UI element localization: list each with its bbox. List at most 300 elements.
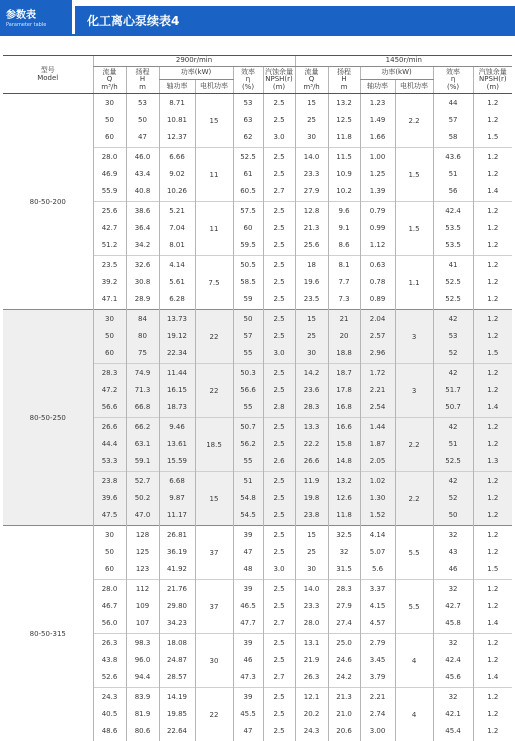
efficiency-1450-cell: 45.4 xyxy=(433,722,473,739)
flow-cell: 30 xyxy=(93,526,126,544)
head-1450-cell: 16.6 xyxy=(328,418,360,436)
motor-power-cell: 37 xyxy=(195,580,233,634)
flow-1450-cell: 23.3 xyxy=(295,597,328,614)
head-label: 扬程 xyxy=(337,68,351,76)
shaft-power-1450-cell: 0.78 xyxy=(360,273,395,290)
shaft-power-cell: 6.28 xyxy=(159,290,195,307)
flow-1450-cell: 14.0 xyxy=(295,580,328,598)
head-symbol: H xyxy=(140,75,145,83)
npsh-cell: 2.5 xyxy=(263,202,295,220)
shaft-power-cell: 13.73 xyxy=(159,310,195,328)
head-1450-cell: 8.6 xyxy=(328,236,360,253)
efficiency-1450-cell: 58 xyxy=(433,128,473,145)
efficiency-1450-cell: 52.5 xyxy=(433,290,473,307)
section-title: 参数表 xyxy=(6,6,36,21)
shaft-power-cell: 16.15 xyxy=(159,381,195,398)
flow-cell: 53.3 xyxy=(93,452,126,469)
flow-1450-cell: 14.2 xyxy=(295,364,328,382)
shaft-power-cell: 36.19 xyxy=(159,543,195,560)
shaft-power-cell: 18.73 xyxy=(159,398,195,415)
npsh-header xyxy=(263,67,295,94)
efficiency-1450-cell: 44 xyxy=(433,94,473,112)
head-1450-cell: 12.6 xyxy=(328,489,360,506)
flow-label: 流量 xyxy=(103,68,117,76)
flow-cell: 26.3 xyxy=(93,634,126,652)
npsh-1450-cell: 1.2 xyxy=(473,506,512,523)
motor-power-cell: 15 xyxy=(195,94,233,148)
eff-unit: (%) xyxy=(242,83,254,91)
flow-1450-cell: 24.3 xyxy=(295,722,328,739)
motor-power-cell: 18.5 xyxy=(195,418,233,472)
efficiency-1450-cell: 46 xyxy=(433,560,473,577)
flow-1450-cell: 13.3 xyxy=(295,418,328,436)
efficiency-1450-cell: 56 xyxy=(433,182,473,199)
efficiency-1450-cell: 50.7 xyxy=(433,398,473,415)
head-cell: 63.1 xyxy=(126,435,159,452)
head-cell: 123 xyxy=(126,560,159,577)
npsh-cell: 2.5 xyxy=(263,364,295,382)
npsh-1450-cell: 1.2 xyxy=(473,472,512,490)
flow-cell: 23.8 xyxy=(93,472,126,490)
motor-power-cell: 22 xyxy=(195,364,233,418)
efficiency-1450-cell: 42 xyxy=(433,364,473,382)
shaft-power-1450-cell: 3.45 xyxy=(360,651,395,668)
shaft-power-1450-cell: 1.00 xyxy=(360,148,395,166)
flow-cell: 40.5 xyxy=(93,705,126,722)
flow-1450-cell: 25 xyxy=(295,111,328,128)
head-cell: 47 xyxy=(126,128,159,145)
npsh-1450-cell: 1.2 xyxy=(473,111,512,128)
head-cell: 46.0 xyxy=(126,148,159,166)
head-1450-cell: 12.5 xyxy=(328,111,360,128)
npsh-1450-cell: 1.2 xyxy=(473,290,512,307)
shaft-power-1450-cell: 1.02 xyxy=(360,472,395,490)
shaft-power-1450-cell: 2.04 xyxy=(360,310,395,328)
npsh-cell: 2.5 xyxy=(263,597,295,614)
motor-power-1450-cell: 1.1 xyxy=(395,256,433,310)
shaft-power-cell: 28.57 xyxy=(159,668,195,685)
shaft-power-1450-cell: 4.14 xyxy=(360,526,395,544)
shaft-power-1450-cell: 5.07 xyxy=(360,543,395,560)
npsh-cell: 2.5 xyxy=(263,543,295,560)
flow-1450-cell: 15 xyxy=(295,94,328,112)
efficiency-1450-cell: 45.6 xyxy=(433,668,473,685)
shaft-power-cell: 8.71 xyxy=(159,94,195,112)
flow-cell: 60 xyxy=(93,344,126,361)
npsh-1450-cell: 1.2 xyxy=(473,418,512,436)
head-cell: 94.4 xyxy=(126,668,159,685)
flow-1450-cell: 14.0 xyxy=(295,148,328,166)
head-cell: 28.9 xyxy=(126,290,159,307)
npsh-cell: 2.5 xyxy=(263,273,295,290)
npsh-1450-cell: 1.2 xyxy=(473,310,512,328)
flow-cell: 30 xyxy=(93,310,126,328)
shaft-power-1450-cell: 3.79 xyxy=(360,668,395,685)
head-cell: 74.9 xyxy=(126,364,159,382)
npsh-1450-cell: 1.4 xyxy=(473,182,512,199)
npsh-1450-cell: 1.2 xyxy=(473,381,512,398)
flow-1450-cell: 22.2 xyxy=(295,435,328,452)
efficiency-1450-cell: 52.5 xyxy=(433,452,473,469)
table-row xyxy=(3,94,512,112)
shaft-power-cell: 22.64 xyxy=(159,722,195,739)
npsh-1450-cell: 1.4 xyxy=(473,614,512,631)
head-1450-cell: 31.5 xyxy=(328,560,360,577)
flow-1450-cell: 25 xyxy=(295,327,328,344)
motor-power-1450-cell: 2.2 xyxy=(395,94,433,148)
head-cell: 75 xyxy=(126,344,159,361)
shaft-power-1450-cell: 0.63 xyxy=(360,256,395,274)
head-cell: 109 xyxy=(126,597,159,614)
shaft-power-1450-cell: 5.6 xyxy=(360,560,395,577)
shaft-power-cell: 5.61 xyxy=(159,273,195,290)
head-1450-cell: 18.8 xyxy=(328,344,360,361)
model-cell: 80-50-315 xyxy=(3,526,93,741)
npsh-cell: 2.5 xyxy=(263,472,295,490)
flow-cell: 60 xyxy=(93,560,126,577)
head-cell: 84 xyxy=(126,310,159,328)
efficiency-cell: 39 xyxy=(233,688,263,706)
head-header-1450 xyxy=(328,67,360,94)
shaft-power-cell: 41.92 xyxy=(159,560,195,577)
motor-power-cell: 7.5 xyxy=(195,256,233,310)
head-cell: 43.4 xyxy=(126,165,159,182)
flow-1450-cell: 27.9 xyxy=(295,182,328,199)
motor-power-1450-cell: 5.5 xyxy=(395,580,433,634)
head-1450-cell: 18.7 xyxy=(328,364,360,382)
flow-cell: 30 xyxy=(93,94,126,112)
head-1450-cell: 32 xyxy=(328,543,360,560)
npsh-cell: 2.5 xyxy=(263,634,295,652)
npsh-cell: 2.5 xyxy=(263,381,295,398)
efficiency-cell: 39 xyxy=(233,634,263,652)
shaft-power-1450-cell: 1.30 xyxy=(360,489,395,506)
npsh-cell: 2.5 xyxy=(263,705,295,722)
head-cell: 38.6 xyxy=(126,202,159,220)
head-cell: 50 xyxy=(126,111,159,128)
motor-power-1450-cell: 2.2 xyxy=(395,418,433,472)
flow-1450-cell: 26.6 xyxy=(295,452,328,469)
head-header xyxy=(126,67,159,94)
motor-power-1450-cell: 2.2 xyxy=(395,472,433,526)
npsh-1450-cell: 1.2 xyxy=(473,219,512,236)
shaft-power-cell: 10.26 xyxy=(159,182,195,199)
npsh-cell: 2.5 xyxy=(263,435,295,452)
efficiency-header-1450 xyxy=(433,67,473,94)
head-1450-cell: 21.3 xyxy=(328,688,360,706)
motor-power-cell: 37 xyxy=(195,526,233,580)
speed-1450-header: 1450r/min xyxy=(295,56,512,67)
head-1450-cell: 9.6 xyxy=(328,202,360,220)
shaft-power-cell: 19.12 xyxy=(159,327,195,344)
npsh-1450-cell: 1.2 xyxy=(473,327,512,344)
npsh-label: 汽蚀余量 xyxy=(265,68,293,76)
motor-power-1450-cell: 4 xyxy=(395,688,433,741)
npsh-1450-cell: 1.2 xyxy=(473,148,512,166)
efficiency-cell: 39 xyxy=(233,526,263,544)
head-cell: 53 xyxy=(126,94,159,112)
head-1450-cell: 8.1 xyxy=(328,256,360,274)
title-bar xyxy=(75,6,515,34)
efficiency-cell: 47 xyxy=(233,543,263,560)
shaft-power-cell: 11.44 xyxy=(159,364,195,382)
shaft-power-1450-cell: 1.23 xyxy=(360,94,395,112)
efficiency-1450-cell: 51 xyxy=(433,435,473,452)
efficiency-cell: 57.5 xyxy=(233,202,263,220)
head-cell: 66.2 xyxy=(126,418,159,436)
shaft-power-1450-cell: 2.21 xyxy=(360,688,395,706)
efficiency-1450-cell: 53 xyxy=(433,327,473,344)
head-1450-cell: 21 xyxy=(328,310,360,328)
shaft-power-cell: 4.14 xyxy=(159,256,195,274)
flow-header xyxy=(93,67,126,94)
flow-cell: 46.7 xyxy=(93,597,126,614)
flow-cell: 47.2 xyxy=(93,381,126,398)
speed-2900-header: 2900r/min xyxy=(93,56,295,67)
shaft-power-cell: 11.17 xyxy=(159,506,195,523)
head-1450-cell: 20 xyxy=(328,327,360,344)
flow-cell: 47.5 xyxy=(93,506,126,523)
shaft-power-1450-cell: 4.15 xyxy=(360,597,395,614)
shaft-power-1450-cell: 1.72 xyxy=(360,364,395,382)
npsh-cell: 2.5 xyxy=(263,418,295,436)
npsh-1450-cell: 1.2 xyxy=(473,526,512,544)
model-header xyxy=(3,56,93,94)
head-unit: m xyxy=(139,83,146,91)
head-symbol: H xyxy=(341,75,346,83)
shaft-power-cell: 9.87 xyxy=(159,489,195,506)
head-unit: m xyxy=(341,83,348,91)
shaft-power-cell: 14.19 xyxy=(159,688,195,706)
npsh-1450-cell: 1.4 xyxy=(473,398,512,415)
npsh-cell: 2.5 xyxy=(263,165,295,182)
shaft-power-cell: 9.46 xyxy=(159,418,195,436)
efficiency-cell: 54.8 xyxy=(233,489,263,506)
npsh-1450-cell: 1.2 xyxy=(473,256,512,274)
efficiency-cell: 55 xyxy=(233,398,263,415)
shaft-power-1450-cell: 2.54 xyxy=(360,398,395,415)
flow-1450-cell: 19.8 xyxy=(295,489,328,506)
efficiency-cell: 55 xyxy=(233,452,263,469)
npsh-cell: 2.5 xyxy=(263,526,295,544)
head-1450-cell: 13.2 xyxy=(328,94,360,112)
flow-cell: 26.6 xyxy=(93,418,126,436)
flow-1450-cell: 12.8 xyxy=(295,202,328,220)
model-cell: 80-50-250 xyxy=(3,310,93,526)
npsh-1450-cell: 1.2 xyxy=(473,364,512,382)
npsh-1450-cell: 1.4 xyxy=(473,668,512,685)
shaft-power-1450-cell: 1.49 xyxy=(360,111,395,128)
npsh-1450-cell: 1.2 xyxy=(473,543,512,560)
table-row xyxy=(3,526,512,544)
efficiency-1450-cell: 42 xyxy=(433,418,473,436)
head-1450-cell: 24.6 xyxy=(328,651,360,668)
efficiency-1450-cell: 32 xyxy=(433,688,473,706)
shaft-power-cell: 26.81 xyxy=(159,526,195,544)
efficiency-cell: 50.3 xyxy=(233,364,263,382)
eff-unit: (%) xyxy=(447,83,459,91)
head-cell: 71.3 xyxy=(126,381,159,398)
flow-cell: 28.0 xyxy=(93,580,126,598)
shaft-power-cell: 19.85 xyxy=(159,705,195,722)
model-header-en: Model xyxy=(37,74,58,82)
head-cell: 40.8 xyxy=(126,182,159,199)
efficiency-1450-cell: 51.7 xyxy=(433,381,473,398)
efficiency-1450-cell: 52 xyxy=(433,344,473,361)
head-cell: 83.9 xyxy=(126,688,159,706)
efficiency-1450-cell: 42.4 xyxy=(433,651,473,668)
head-1450-cell: 14.8 xyxy=(328,452,360,469)
power-header: 功率(kW) xyxy=(159,67,233,80)
flow-1450-cell: 18 xyxy=(295,256,328,274)
efficiency-cell: 58.5 xyxy=(233,273,263,290)
motor-power-1450-cell: 3 xyxy=(395,364,433,418)
eff-label: 效率 xyxy=(241,68,255,76)
npsh-1450-cell: 1.5 xyxy=(473,344,512,361)
flow-cell: 25.6 xyxy=(93,202,126,220)
head-cell: 128 xyxy=(126,526,159,544)
shaft-power-header-1450: 轴功率 xyxy=(360,80,395,94)
efficiency-cell: 46 xyxy=(233,651,263,668)
shaft-power-1450-cell: 2.74 xyxy=(360,705,395,722)
npsh-cell: 2.5 xyxy=(263,236,295,253)
efficiency-cell: 50.5 xyxy=(233,256,263,274)
efficiency-1450-cell: 53.5 xyxy=(433,219,473,236)
head-cell: 30.8 xyxy=(126,273,159,290)
eff-symbol: η xyxy=(246,75,250,83)
flow-unit: m³/h xyxy=(303,83,319,91)
efficiency-cell: 47.3 xyxy=(233,668,263,685)
section-subtitle: Parameter table xyxy=(6,22,46,28)
shaft-power-cell: 8.01 xyxy=(159,236,195,253)
npsh-1450-cell: 1.2 xyxy=(473,722,512,739)
flow-cell: 51.2 xyxy=(93,236,126,253)
shaft-power-cell: 13.61 xyxy=(159,435,195,452)
shaft-power-1450-cell: 0.99 xyxy=(360,219,395,236)
flow-cell: 28.3 xyxy=(93,364,126,382)
head-1450-cell: 24.2 xyxy=(328,668,360,685)
shaft-power-cell: 6.66 xyxy=(159,148,195,166)
motor-power-cell: 11 xyxy=(195,202,233,256)
efficiency-1450-cell: 52 xyxy=(433,489,473,506)
head-1450-cell: 9.1 xyxy=(328,219,360,236)
shaft-power-cell: 9.02 xyxy=(159,165,195,182)
efficiency-1450-cell: 42.1 xyxy=(433,705,473,722)
head-1450-cell: 25.0 xyxy=(328,634,360,652)
efficiency-1450-cell: 50 xyxy=(433,506,473,523)
head-1450-cell: 11.8 xyxy=(328,506,360,523)
efficiency-1450-cell: 41 xyxy=(433,256,473,274)
efficiency-cell: 46.5 xyxy=(233,597,263,614)
npsh-1450-cell: 1.2 xyxy=(473,580,512,598)
shaft-power-1450-cell: 1.66 xyxy=(360,128,395,145)
efficiency-cell: 63 xyxy=(233,111,263,128)
flow-1450-cell: 20.2 xyxy=(295,705,328,722)
motor-power-1450-cell: 1.5 xyxy=(395,202,433,256)
motor-power-1450-cell: 1.5 xyxy=(395,148,433,202)
shaft-power-cell: 18.08 xyxy=(159,634,195,652)
shaft-power-1450-cell: 1.44 xyxy=(360,418,395,436)
npsh-unit: (m) xyxy=(487,83,499,91)
efficiency-cell: 62 xyxy=(233,128,263,145)
flow-1450-cell: 13.1 xyxy=(295,634,328,652)
flow-1450-cell: 21.3 xyxy=(295,219,328,236)
header-divider xyxy=(0,34,515,36)
npsh-cell: 2.7 xyxy=(263,614,295,631)
npsh-cell: 2.5 xyxy=(263,256,295,274)
shaft-power-1450-cell: 4.57 xyxy=(360,614,395,631)
efficiency-cell: 56.6 xyxy=(233,381,263,398)
npsh-cell: 2.5 xyxy=(263,148,295,166)
head-1450-cell: 11.5 xyxy=(328,148,360,166)
head-1450-cell: 13.2 xyxy=(328,472,360,490)
flow-1450-cell: 12.1 xyxy=(295,688,328,706)
npsh-1450-cell: 1.2 xyxy=(473,202,512,220)
npsh-1450-cell: 1.5 xyxy=(473,560,512,577)
efficiency-cell: 61 xyxy=(233,165,263,182)
head-1450-cell: 27.4 xyxy=(328,614,360,631)
shaft-power-1450-cell: 0.79 xyxy=(360,202,395,220)
flow-1450-cell: 19.6 xyxy=(295,273,328,290)
motor-power-cell: 11 xyxy=(195,148,233,202)
head-cell: 32.6 xyxy=(126,256,159,274)
shaft-power-1450-cell: 2.79 xyxy=(360,634,395,652)
head-cell: 50.2 xyxy=(126,489,159,506)
flow-symbol: Q xyxy=(107,75,113,83)
motor-power-cell: 30 xyxy=(195,634,233,688)
model-cell: 80-50-200 xyxy=(3,94,93,310)
head-cell: 96.0 xyxy=(126,651,159,668)
shaft-power-1450-cell: 2.05 xyxy=(360,452,395,469)
efficiency-cell: 45.5 xyxy=(233,705,263,722)
head-1450-cell: 21.0 xyxy=(328,705,360,722)
npsh-1450-cell: 1.2 xyxy=(473,273,512,290)
efficiency-cell: 50 xyxy=(233,310,263,328)
npsh-cell: 2.5 xyxy=(263,580,295,598)
head-1450-cell: 7.7 xyxy=(328,273,360,290)
npsh-symbol: NPSH(r) xyxy=(479,75,507,83)
flow-1450-cell: 30 xyxy=(295,344,328,361)
eff-label: 效率 xyxy=(446,68,460,76)
flow-cell: 23.5 xyxy=(93,256,126,274)
efficiency-cell: 47 xyxy=(233,722,263,739)
motor-power-header-1450: 电机功率 xyxy=(395,80,433,94)
shaft-power-1450-cell: 1.12 xyxy=(360,236,395,253)
efficiency-1450-cell: 32 xyxy=(433,526,473,544)
table-row xyxy=(3,310,512,328)
efficiency-cell: 56.2 xyxy=(233,435,263,452)
flow-1450-cell: 30 xyxy=(295,560,328,577)
shaft-power-cell: 7.04 xyxy=(159,219,195,236)
head-1450-cell: 17.8 xyxy=(328,381,360,398)
head-1450-cell: 10.2 xyxy=(328,182,360,199)
flow-1450-cell: 28.3 xyxy=(295,398,328,415)
head-1450-cell: 27.9 xyxy=(328,597,360,614)
npsh-cell: 2.5 xyxy=(263,688,295,706)
head-1450-cell: 20.6 xyxy=(328,722,360,739)
npsh-cell: 3.0 xyxy=(263,560,295,577)
flow-1450-cell: 23.5 xyxy=(295,290,328,307)
efficiency-cell: 59 xyxy=(233,290,263,307)
motor-power-cell: 22 xyxy=(195,310,233,364)
efficiency-cell: 52.5 xyxy=(233,148,263,166)
npsh-1450-cell: 1.3 xyxy=(473,452,512,469)
head-cell: 125 xyxy=(126,543,159,560)
npsh-cell: 2.5 xyxy=(263,489,295,506)
efficiency-cell: 54.5 xyxy=(233,506,263,523)
flow-1450-cell: 15 xyxy=(295,310,328,328)
head-cell: 112 xyxy=(126,580,159,598)
